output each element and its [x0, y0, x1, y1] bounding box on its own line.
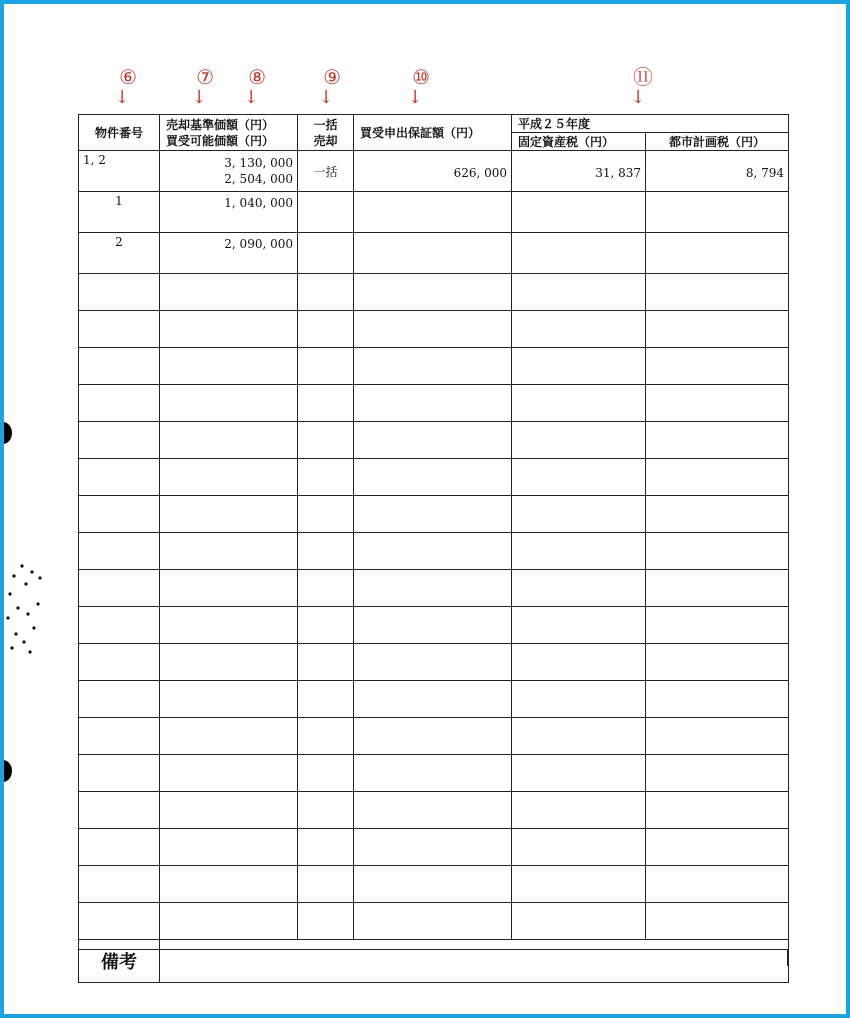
table-row	[79, 192, 789, 233]
header-bulk	[298, 115, 354, 151]
property-table	[78, 114, 789, 983]
empty-row	[79, 681, 789, 718]
header-row	[79, 115, 789, 133]
cell-prices	[160, 151, 298, 192]
empty-row	[79, 533, 789, 570]
punch-hole-icon	[0, 760, 12, 782]
down-arrow-icon: ↓	[318, 87, 334, 108]
header-bulk-line2: 売却	[313, 133, 338, 148]
down-arrow-icon: ↓	[191, 87, 207, 108]
cell-base-price: 1, 040, 000	[160, 192, 298, 233]
header-price	[160, 115, 298, 151]
marker-number: ⑦	[196, 65, 214, 89]
empty-row	[79, 274, 789, 311]
marker-number: ⑩	[412, 65, 430, 89]
header-deposit: 買受申出保証額（円）	[354, 115, 512, 151]
down-arrow-icon: ↓	[407, 87, 423, 108]
cell-base-price: 2, 090, 000	[160, 233, 298, 274]
down-arrow-icon: ↓	[114, 87, 130, 108]
marker-10	[400, 62, 430, 108]
marker-8	[236, 62, 266, 108]
header-fixed-asset-tax: 固定資産税（円）	[512, 133, 646, 151]
cell-fixed-asset-tax: 31, 837	[512, 151, 646, 192]
cell-fixed-asset-tax	[512, 233, 646, 274]
cell-property-no: 1	[79, 192, 160, 233]
marker-9	[311, 62, 341, 108]
down-arrow-icon: ↓	[630, 87, 646, 108]
cell-bulk	[298, 233, 354, 274]
marker-number: ⑧	[248, 65, 266, 89]
empty-row	[79, 866, 789, 903]
table-row	[79, 151, 789, 192]
empty-row	[79, 311, 789, 348]
header-min-price: 買受可能価額（円）	[166, 133, 275, 148]
empty-row	[79, 385, 789, 422]
down-arrow-icon: ↓	[243, 87, 259, 108]
empty-row	[79, 903, 789, 940]
cell-city-planning-tax: 8, 794	[646, 151, 789, 192]
cell-deposit	[354, 192, 512, 233]
empty-row	[79, 607, 789, 644]
header-city-planning-tax: 都市計画税（円）	[646, 133, 789, 151]
empty-row	[79, 644, 789, 681]
empty-row	[79, 496, 789, 533]
empty-row	[79, 829, 789, 866]
empty-row	[79, 459, 789, 496]
cell-base-price: 3, 130, 000	[224, 156, 293, 170]
table-row	[79, 233, 789, 274]
cell-bulk	[298, 192, 354, 233]
empty-row	[79, 348, 789, 385]
header-property-no: 物件番号	[79, 115, 160, 151]
punch-hole-icon	[0, 422, 12, 444]
cell-bulk: 一括	[298, 151, 354, 192]
marker-11	[623, 62, 653, 108]
cell-fixed-asset-tax	[512, 192, 646, 233]
header-bulk-line1: 一括	[313, 117, 338, 132]
cell-property-no: 2	[79, 233, 160, 274]
remarks-continuation	[78, 949, 788, 966]
marker-7	[184, 62, 214, 108]
marker-number: ⑨	[323, 65, 341, 89]
cell-city-planning-tax	[646, 233, 789, 274]
header-base-price: 売却基準価額（円）	[166, 117, 275, 132]
cell-property-no: 1, 2	[79, 151, 160, 192]
remarks-label: 備考	[79, 940, 160, 983]
marker-6	[107, 62, 137, 108]
cell-deposit	[354, 233, 512, 274]
cell-min-price: 2, 504, 000	[224, 172, 293, 186]
speckle-dots-icon	[4, 562, 54, 662]
empty-row	[79, 755, 789, 792]
marker-number: ⑪	[633, 65, 653, 89]
empty-row	[79, 570, 789, 607]
empty-row	[79, 718, 789, 755]
empty-row	[79, 792, 789, 829]
header-year: 平成２５年度	[512, 115, 789, 133]
marker-number: ⑥	[119, 65, 137, 89]
cell-deposit: 626, 000	[354, 151, 512, 192]
cell-city-planning-tax	[646, 192, 789, 233]
empty-row	[79, 422, 789, 459]
